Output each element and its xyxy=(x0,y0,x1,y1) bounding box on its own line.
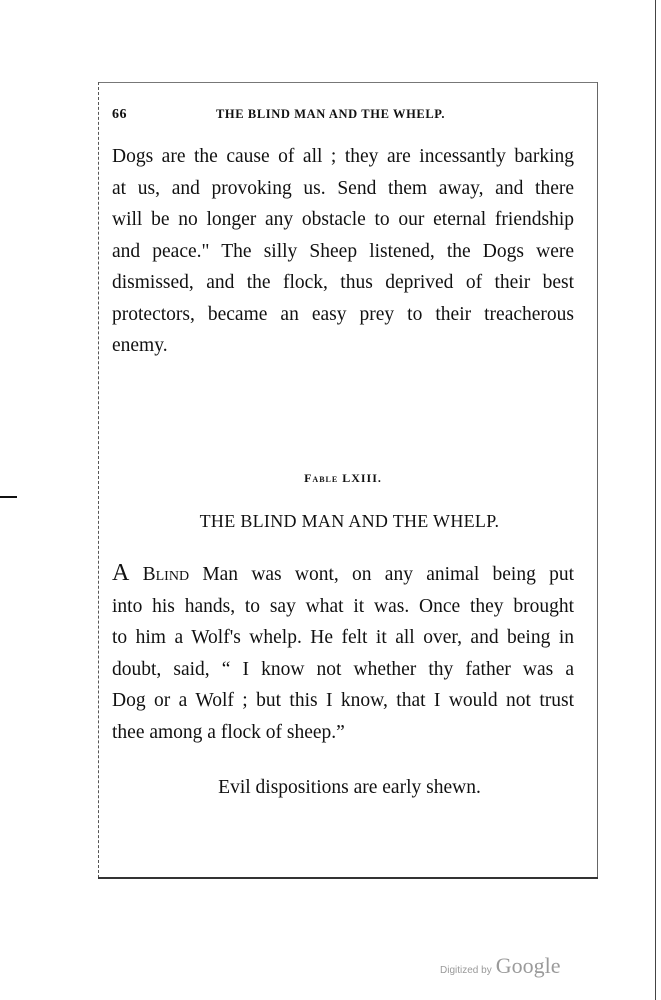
fable-title: THE BLIND MAN AND THE WHELP. xyxy=(199,511,500,531)
running-title: THE BLIND MAN AND THE WHELP. xyxy=(216,107,446,121)
text-line: doubt, said, “ I know not whether thy father was a xyxy=(112,658,574,680)
running-head xyxy=(112,107,584,127)
text-line: Dog or a Wolf ; but this I know, that I would not trust xyxy=(112,690,574,711)
watermark-prefix: Digitized by xyxy=(440,965,492,976)
text-line: will be no longer any obstacle to our eternal friendship xyxy=(112,209,574,230)
scan-frame-bottom xyxy=(98,877,598,879)
watermark-brand: Google xyxy=(495,953,561,978)
text-line: into his hands, to say what it was. Once they brought xyxy=(112,595,574,617)
page-edge xyxy=(655,0,656,1000)
text-line: Dogs are the cause of all ; they are incessantly barking xyxy=(112,146,574,167)
text-line: at us, and provoking us. Send them away, and there xyxy=(112,177,574,199)
smallcaps-word: Blind xyxy=(142,564,190,585)
text-line: enemy. xyxy=(112,335,168,356)
text-line: protectors, became an easy prey to their treacherous xyxy=(112,303,574,325)
first-line-rest: Man was wont, on any animal being put xyxy=(189,564,575,585)
page-number: 66 xyxy=(112,107,127,122)
fable-moral: Evil dispositions are early shewn. xyxy=(218,777,481,798)
text-line: and peace." The silly Sheep listened, the Dogs were xyxy=(112,240,574,262)
text-line: dismissed, and the flock, thus deprived of their best xyxy=(112,272,574,293)
fable-number xyxy=(0,471,661,486)
scan-frame-top xyxy=(98,82,598,83)
margin-mark xyxy=(0,496,17,498)
continuation-paragraph xyxy=(112,141,574,362)
fable-paragraph xyxy=(112,558,574,748)
digitized-watermark xyxy=(440,953,560,979)
fable-number-text: Fable LXIII. xyxy=(304,471,382,485)
text-line: to him a Wolf's whelp. He felt it all over, and being in xyxy=(112,627,574,648)
fable-first-line xyxy=(112,558,574,591)
drop-initial: A xyxy=(112,560,130,586)
text-line: thee among a flock of sheep.” xyxy=(112,721,345,743)
